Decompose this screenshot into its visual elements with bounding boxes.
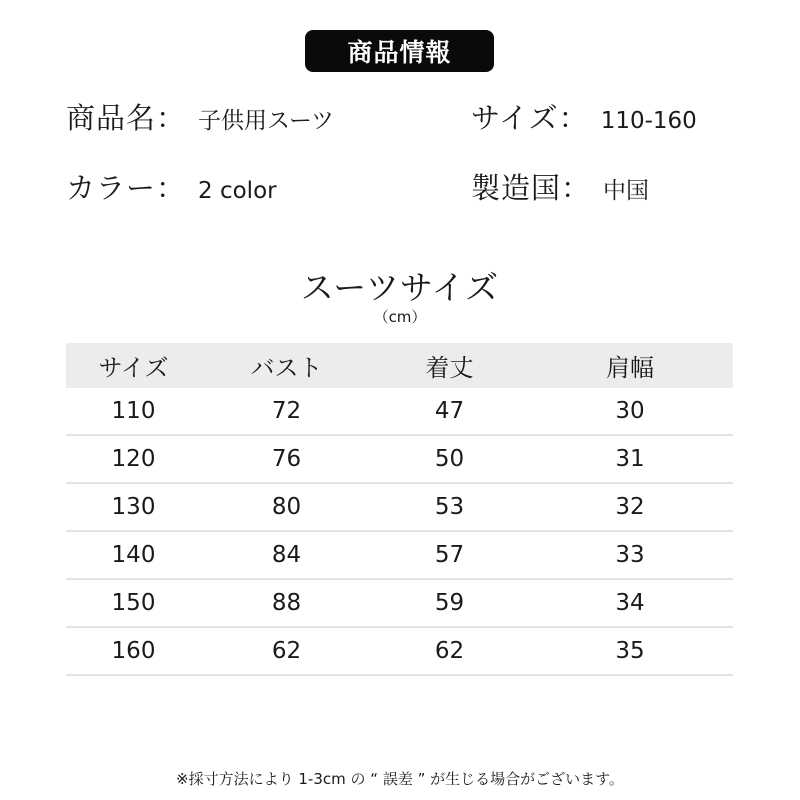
cell-bust: 80 <box>271 494 302 520</box>
product-name-value: 子供用スーツ <box>198 108 334 134</box>
table-row <box>66 388 733 436</box>
color-value: 2 color <box>198 178 277 204</box>
cell-size: 110 <box>111 398 156 424</box>
cell-length: 50 <box>434 446 465 472</box>
size-chart-title: スーツサイズ <box>300 268 500 307</box>
size-range-label: サイズ： <box>471 101 589 135</box>
header-shoulder: 肩幅 <box>606 354 654 382</box>
cell-shoulder: 32 <box>615 494 645 520</box>
size-table <box>66 343 733 676</box>
table-row <box>66 628 733 676</box>
size-range-value: 110-160 <box>600 108 697 134</box>
table-row <box>66 532 733 580</box>
cell-size: 160 <box>111 638 156 664</box>
header-length: 着丈 <box>425 354 474 382</box>
cell-shoulder: 33 <box>615 542 645 568</box>
size-chart-unit: （cm） <box>373 308 427 326</box>
cell-length: 62 <box>434 638 465 664</box>
cell-length: 59 <box>434 590 465 616</box>
origin-label: 製造国： <box>471 171 592 205</box>
cell-bust: 84 <box>271 542 302 568</box>
origin-row <box>471 166 649 207</box>
header-bust: バスト <box>250 354 323 382</box>
measurement-note: ※採寸方法により 1-3cm の “ 誤差 ” が生じる場合がございます。 <box>176 770 624 788</box>
cell-shoulder: 30 <box>615 398 645 424</box>
cell-bust: 62 <box>271 638 302 664</box>
cell-length: 57 <box>434 542 465 568</box>
cell-bust: 76 <box>271 446 302 472</box>
cell-size: 130 <box>111 494 156 520</box>
cell-bust: 72 <box>271 398 302 424</box>
size-range-row <box>471 96 697 137</box>
cell-length: 53 <box>434 494 465 520</box>
color-label: カラー： <box>66 171 187 205</box>
cell-shoulder: 35 <box>615 638 645 664</box>
origin-value: 中国 <box>603 178 650 204</box>
table-header-row <box>66 343 733 388</box>
cell-size: 120 <box>111 446 156 472</box>
header-size: サイズ <box>98 354 169 382</box>
table-row <box>66 580 733 628</box>
product-name-label: 商品名： <box>66 101 187 135</box>
cell-shoulder: 34 <box>615 590 645 616</box>
table-row <box>66 484 733 532</box>
color-row <box>66 166 277 207</box>
table-row <box>66 436 733 484</box>
cell-bust: 88 <box>271 590 302 616</box>
product-name-row <box>66 96 334 137</box>
section-title-badge: 商品情報 <box>305 30 494 72</box>
cell-length: 47 <box>434 398 465 424</box>
cell-shoulder: 31 <box>615 446 645 472</box>
cell-size: 150 <box>111 590 156 616</box>
cell-size: 140 <box>111 542 156 568</box>
